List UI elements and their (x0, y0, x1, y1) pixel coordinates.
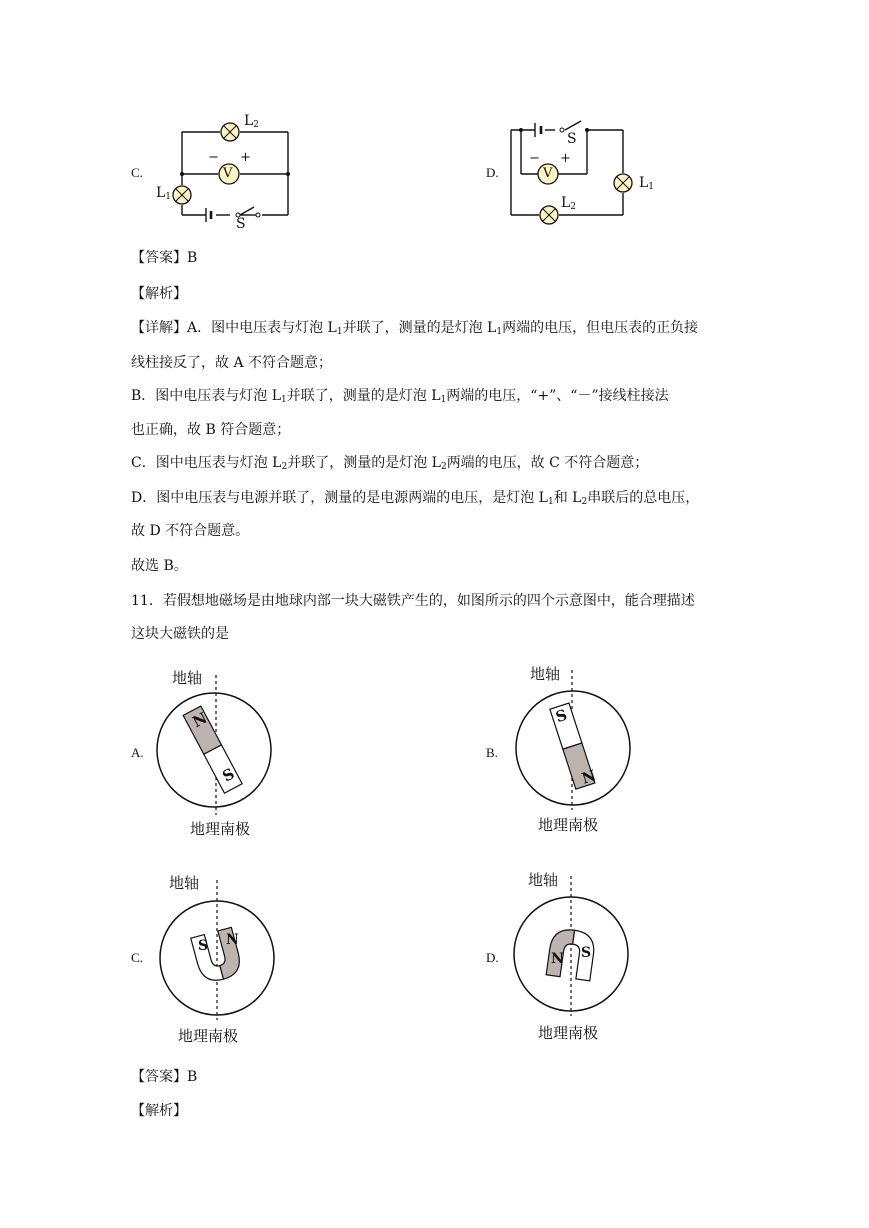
analysis-heading: 【解析】 (131, 286, 187, 302)
axis-label: 地轴 (528, 872, 559, 889)
voltmeter-minus: − (529, 151, 540, 166)
detail-line-c: C．图中电压表与灯泡 $L_2$并联了，测量的是灯泡 $L_2$两端的电压，故 C 不符合题意； (131, 455, 649, 472)
earth-diagram-d (505, 866, 645, 1016)
earth-diagram-b (505, 660, 645, 810)
detail-line-a2: 线柱接反了，故 A 不符合题意； (131, 355, 333, 371)
magnet-n-letter: N (189, 708, 211, 732)
earth-diagram-c (150, 870, 290, 1020)
analysis-heading: 【解析】 (131, 1103, 187, 1119)
conclusion-line: 故选 B。 (131, 558, 188, 574)
axis-label: 地轴 (530, 666, 561, 683)
magnet-n-letter: N (226, 932, 239, 948)
option-c-label: C. (131, 165, 143, 180)
switch-label: S (567, 131, 577, 147)
detail-line-a1: 【详解】A．图中电压表与灯泡 $L_1$并联了，测量的是灯泡 $L_1$两端的电压，但电压表的正负接 (131, 320, 699, 337)
question-11-stem-line1: 11．若假想地磁场是由地球内部一块大磁铁产生的，如图所示的四个示意图中，能合理描述 (131, 593, 695, 609)
voltmeter-plus: + (240, 150, 251, 165)
option-b-label: B. (486, 745, 498, 760)
voltmeter-plus: + (560, 151, 571, 166)
lamp-l1-icon (614, 174, 632, 192)
option-d-label: D. (486, 165, 499, 180)
axis-label: 地轴 (172, 670, 203, 687)
option-a-label: A. (131, 745, 144, 760)
circuit-diagram-d (505, 118, 655, 228)
lamp-l2-label: $L_2$ (561, 195, 577, 212)
magnet-s-letter: S (553, 705, 570, 727)
earth-diagram-a (150, 665, 290, 815)
magnet-s-letter: S (581, 945, 592, 961)
lamp-l1-icon (173, 186, 191, 204)
question-11-stem-line2: 这块大磁铁的是 (131, 626, 229, 642)
detail-line-b2: 也正确，故 B 符合题意； (131, 422, 291, 438)
detail-line-d1: D．图中电压表与电源并联了，测量的是电源两端的电压，是灯泡 $L_1$和 $L_2$串联后的总电压， (131, 490, 700, 507)
magnet-s-letter: S (219, 764, 238, 786)
voltmeter-label: V (543, 166, 553, 181)
lamp-l1-label: $L_1$ (156, 185, 172, 202)
answer-line: 【答案】B (131, 1069, 198, 1085)
pole-label: 地理南极 (538, 1025, 599, 1042)
axis-label: 地轴 (169, 875, 200, 892)
lamp-l1-label: $L_1$ (639, 175, 655, 192)
magnet-n-letter: N (579, 766, 599, 788)
detail-line-b1: B．图中电压表与灯泡 $L_1$并联了，测量的是灯泡 $L_1$两端的电压，“+”、“－”接线柱接法 (131, 388, 669, 405)
option-c-label: C. (131, 950, 143, 965)
option-d-label: D. (486, 950, 499, 965)
answer-line: 【答案】B (131, 250, 198, 266)
pole-label: 地理南极 (538, 817, 599, 834)
pole-label: 地理南极 (178, 1028, 239, 1045)
magnet-s-letter: S (198, 938, 209, 954)
lamp-l2-label: $L_2$ (244, 113, 260, 130)
lamp-l2-icon (221, 123, 239, 141)
voltmeter-minus: − (208, 150, 219, 165)
switch-label: S (236, 216, 246, 232)
detail-line-d2: 故 D 不符合题意。 (131, 523, 250, 539)
voltmeter-label: V (223, 166, 233, 181)
pole-label: 地理南极 (190, 821, 251, 838)
magnet-n-letter: N (551, 951, 564, 967)
lamp-l2-icon (540, 206, 558, 224)
